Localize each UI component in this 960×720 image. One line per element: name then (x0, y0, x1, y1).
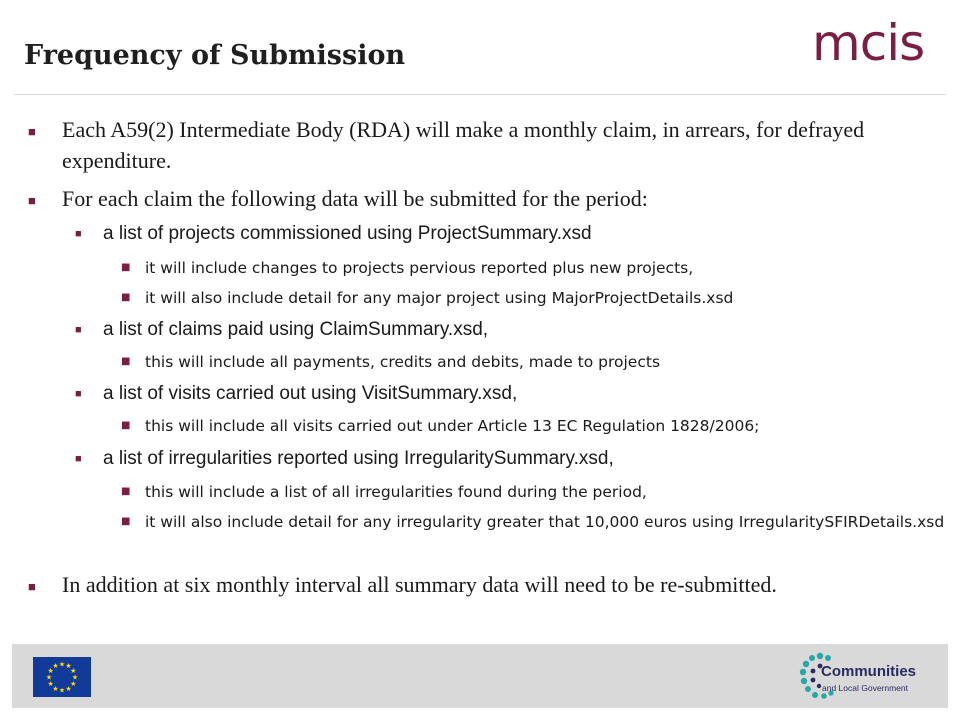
bullet-text: a list of visits carried out using VisitSummary.xsd, (103, 383, 518, 404)
list-item (75, 318, 953, 342)
bullet-marker-icon: ■ (121, 356, 131, 367)
list-item (75, 382, 953, 406)
bullet-marker-icon: ■ (75, 388, 82, 400)
bullet-marker-icon: ■ (75, 453, 82, 465)
svg-text:★: ★ (45, 673, 53, 682)
bullet-text: it will include changes to projects pervious reported plus new projects, (145, 259, 694, 277)
svg-text:★: ★ (52, 684, 59, 693)
svg-text:★: ★ (52, 662, 59, 671)
bullet-marker-icon: ■ (121, 420, 131, 431)
list-item (121, 351, 945, 373)
bullet-marker-icon: ■ (75, 324, 82, 336)
communities-logo-subtitle: and Local Government (822, 683, 908, 693)
svg-text:★: ★ (70, 680, 77, 688)
bullet-text: For each claim the following data will be submitted for the period: (62, 186, 648, 211)
bullet-marker-icon: ■ (121, 292, 131, 303)
bullet-marker-icon: ■ (28, 193, 36, 208)
list-item (75, 222, 953, 246)
page-title: Frequency of Submission (24, 40, 406, 71)
bullet-text: this will include all payments, credits and debits, made to projects (145, 353, 661, 371)
svg-text:★: ★ (58, 686, 66, 695)
list-item (121, 415, 945, 437)
bullet-text: a list of projects commissioned using ProjectSummary.xsd (103, 223, 592, 244)
communities-logo-name: Communities (821, 663, 917, 680)
list-item (28, 183, 960, 214)
list-item (121, 287, 945, 309)
svg-text:★: ★ (65, 662, 72, 671)
svg-text:★: ★ (65, 684, 72, 693)
bullet-marker-icon: ■ (28, 124, 36, 139)
bullet-text: a list of irregularities reported using IrregularitySummary.xsd, (103, 448, 614, 469)
list-item (121, 481, 945, 503)
svg-text:★: ★ (70, 667, 77, 675)
bullet-marker-icon: ■ (75, 228, 82, 240)
bullet-text: this will include all visits carried out under Article 13 EC Regulation 1828/2006; (145, 417, 760, 435)
bullet-text: it will also include detail for any irregularity greater that 10,000 euros using IrregularitySFIRDetails.xsd (145, 513, 945, 531)
bullet-text: a list of claims paid using ClaimSummary.xsd, (103, 319, 489, 340)
bullet-marker-icon: ■ (28, 579, 36, 594)
eu-flag-icon (33, 657, 91, 697)
list-item (75, 447, 953, 471)
svg-text:★: ★ (47, 667, 54, 675)
list-item (121, 511, 945, 533)
bullet-marker-icon: ■ (121, 262, 131, 273)
svg-text:★: ★ (58, 660, 66, 669)
bullet-text: In addition at six monthly interval all summary data will need to be re-submitted. (62, 572, 777, 597)
svg-text:★: ★ (47, 680, 54, 688)
list-item (121, 257, 945, 279)
bullet-text: Each A59(2) Intermediate Body (RDA) will make a monthly claim, in arrears, for defrayed expenditure. (62, 117, 865, 173)
bullet-text: this will include a list of all irregularities found during the period, (145, 483, 647, 501)
bullet-text: it will also include detail for any major project using MajorProjectDetails.xsd (145, 289, 734, 307)
footer-bar (12, 644, 948, 708)
bullet-marker-icon: ■ (121, 516, 131, 527)
svg-text:★: ★ (71, 673, 79, 682)
list-item (28, 114, 960, 176)
list-item (28, 569, 960, 600)
mcis-logo: mcis (812, 14, 925, 72)
bullet-marker-icon: ■ (121, 486, 131, 497)
